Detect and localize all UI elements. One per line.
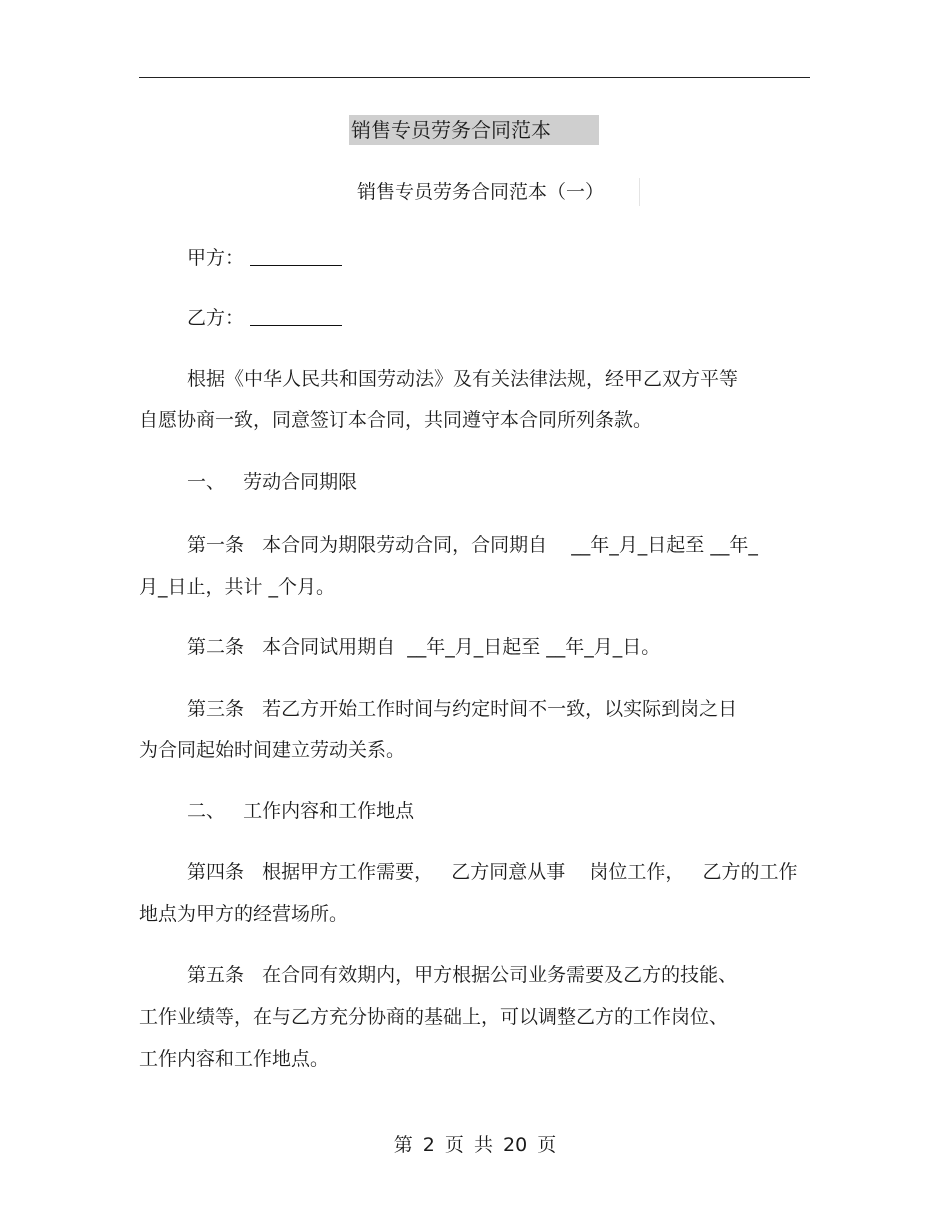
document-subtitle: 销售专员劳务合同范本（一） [357, 178, 640, 206]
article-4-line-1: 第四条 根据甲方工作需要， 乙方同意从事 岗位工作， 乙方的工作 [187, 861, 798, 883]
article-5-line-3: 工作内容和工作地点。 [139, 1048, 330, 1070]
party-a-blank [250, 245, 342, 266]
article-5-line-2: 工作业绩等，在与乙方充分协商的基础上，可以调整乙方的工作岗位、 [139, 1006, 729, 1028]
article-5-line-1: 第五条 在合同有效期内，甲方根据公司业务需要及乙方的技能、 [187, 964, 738, 986]
party-b-blank [250, 305, 342, 326]
article-1-line-1: 第一条 本合同为期限劳动合同，合同期自 __年_月_日起至 __年_ [187, 534, 758, 556]
page-footer: 第 2 页 共 20 页 [393, 1134, 557, 1156]
party-b-label: 乙方： [187, 307, 245, 329]
article-4-line-2: 地点为甲方的经营场所。 [139, 903, 349, 925]
section-heading-1: 一、 劳动合同期限 [187, 471, 358, 493]
article-3-line-1: 第三条 若乙方开始工作时间与约定时间不一致，以实际到岗之日 [187, 698, 738, 720]
party-a-line [187, 245, 342, 271]
article-1-line-2: 月_日止，共计 _个月。 [139, 576, 336, 598]
paragraph-intro-line-1: 根据《中华人民共和国劳动法》及有关法律法规，经甲乙双方平等 [187, 368, 739, 390]
section-heading-2: 二、 工作内容和工作地点 [187, 800, 415, 822]
article-3-line-2: 为合同起始时间建立劳动关系。 [139, 739, 406, 761]
party-a-label: 甲方： [187, 247, 245, 269]
paragraph-intro-line-2: 自愿协商一致，同意签订本合同，共同遵守本合同所列条款。 [139, 409, 653, 431]
header-rule [139, 77, 810, 78]
party-b-line [187, 305, 342, 331]
article-2: 第二条 本合同试用期自 __年_月_日起至 __年_月_日。 [187, 636, 661, 658]
document-title: 销售专员劳务合同范本 [349, 115, 599, 145]
